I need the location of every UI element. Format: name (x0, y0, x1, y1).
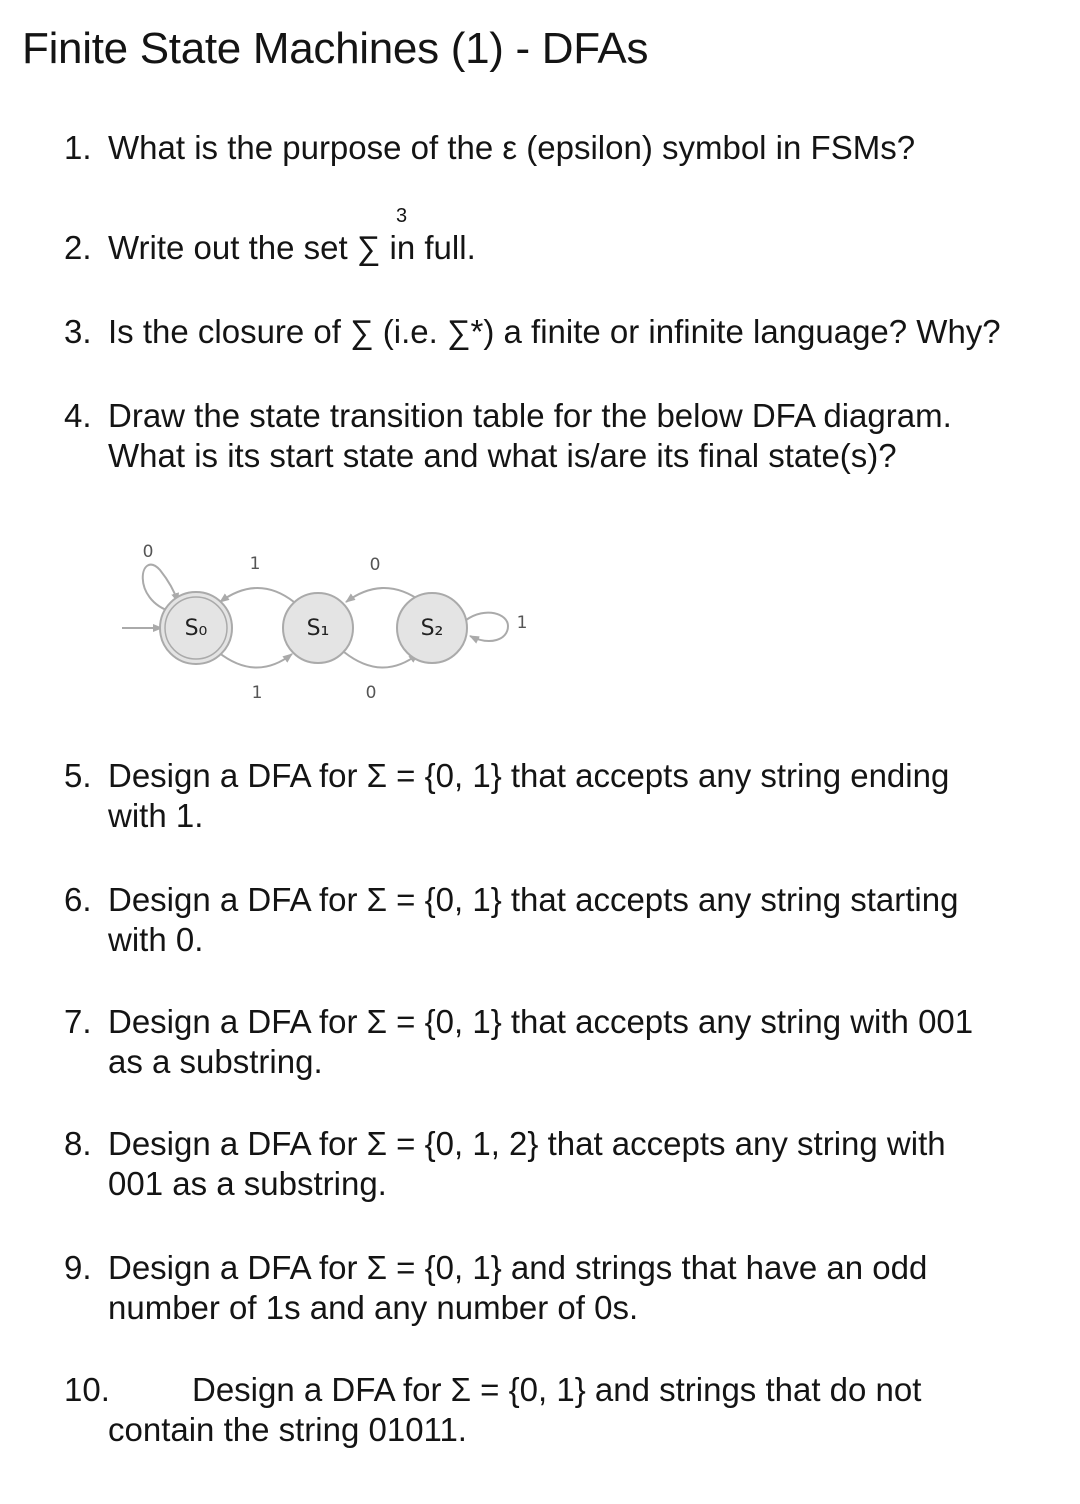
edge-s1-to-s0 (220, 588, 294, 602)
question-4 (64, 396, 952, 476)
question-9 (64, 1248, 927, 1328)
question-text-continued: 001 as a substring. (108, 1165, 387, 1202)
question-text: Design a DFA for Σ = {0, 1} that accepts any string ending (108, 757, 950, 794)
question-6 (64, 880, 958, 960)
question-5 (64, 756, 949, 836)
question-number: 4. (64, 397, 92, 434)
question-text-continued: What is its start state and what is/are its final state(s)? (108, 437, 897, 474)
question-text: Is the closure of ∑ (i.e. ∑*) a finite or infinite language? Why? (108, 313, 1001, 350)
question-text: Write out the set ∑ in full. (108, 229, 476, 266)
question-text-continued: as a substring. (108, 1043, 323, 1080)
dfa-diagram (112, 530, 552, 710)
question-number: 5. (64, 757, 92, 794)
label-s0-to-s1: 1 (251, 683, 263, 703)
question-text: Design a DFA for Σ = {0, 1} that accepts any string with 001 (108, 1003, 974, 1040)
question-text-continued: number of 1s and any number of 0s. (108, 1289, 639, 1326)
question-7 (64, 1002, 973, 1082)
state-s0-label: S₀ (184, 616, 208, 641)
question-number: 8. (64, 1125, 92, 1162)
question-text: What is the purpose of the ε (epsilon) symbol in FSMs? (108, 129, 916, 166)
question-number: 1. (64, 129, 92, 166)
label-s2-self: 1 (516, 613, 528, 633)
question-number: 2. (64, 229, 92, 266)
label-s0-self: 0 (142, 542, 154, 562)
question-number: 9. (64, 1249, 92, 1286)
question-1 (64, 128, 915, 168)
question-text-continued: contain the string 01011. (108, 1411, 467, 1448)
question-text: Draw the state transition table for the below DFA diagram. (108, 397, 952, 434)
question-text: Design a DFA for Σ = {0, 1, 2} that accepts any string with (108, 1125, 946, 1162)
question-text: Design a DFA for Σ = {0, 1} and strings that have an odd (108, 1249, 928, 1286)
question-10 (64, 1370, 921, 1450)
question-3 (64, 312, 1001, 352)
question-number: 3. (64, 313, 92, 350)
question-text-continued: with 1. (108, 797, 204, 834)
question-text: Design a DFA for Σ = {0, 1} that accepts any string starting (108, 881, 959, 918)
question-number: 6. (64, 881, 92, 918)
label-s1-to-s2: 0 (365, 683, 377, 703)
question-8 (64, 1124, 946, 1204)
page-title: Finite State Machines (1) - DFAs (22, 24, 649, 73)
question-text: Design a DFA for Σ = {0, 1} and strings that do not (192, 1371, 922, 1408)
state-s1-label: S₁ (306, 616, 330, 641)
state-s2-label: S₂ (420, 616, 444, 641)
question-text-continued: with 0. (108, 921, 204, 958)
s2-self-loop (466, 613, 508, 641)
label-s1-to-s0: 1 (249, 554, 261, 574)
question-2 (64, 228, 476, 268)
edge-s1-to-s2 (344, 652, 418, 668)
edge-s0-to-s1 (218, 652, 292, 668)
label-s2-to-s1: 0 (369, 555, 381, 575)
sigma-superscript: 3 (396, 205, 408, 227)
question-number: 10. (64, 1371, 110, 1408)
question-number: 7. (64, 1003, 92, 1040)
